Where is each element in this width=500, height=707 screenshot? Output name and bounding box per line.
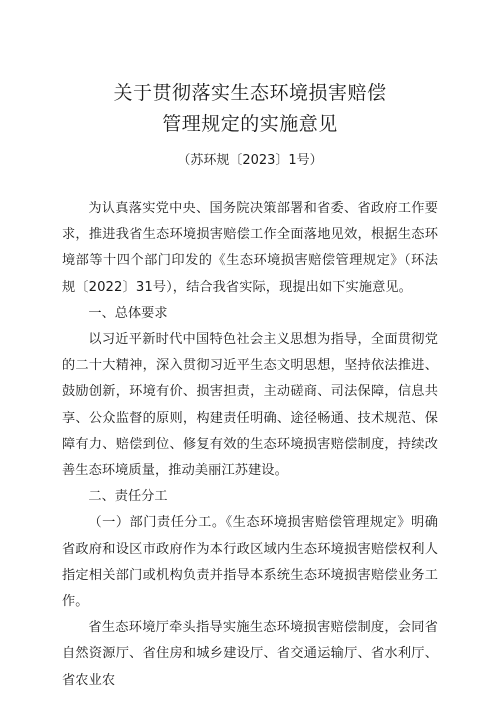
document-title bbox=[62, 78, 438, 140]
document-body bbox=[62, 196, 438, 694]
section-heading-general-requirements: 一、总体要求 bbox=[88, 305, 168, 321]
title-line-1: 关于贯彻落实生态环境损害赔偿 bbox=[113, 82, 387, 104]
document-number: （苏环规〔2023〕1号） bbox=[177, 153, 323, 168]
title-line-2: 管理规定的实施意见 bbox=[162, 113, 338, 135]
general-requirements-paragraph: 以习近平新时代中国特色社会主义思想为指导，全面贯彻党的二十大精神，深入贯彻习近平生态文明思想，坚持依法推进、鼓励创新，环境有价、损害担责，主动磋商、司法保障，信息共享、公众监督的原则，构建责任明确、途径畅通、技术规范、保障有力、赔偿到位、修复有效的生态环境损害赔偿制度，持续改善生态环境质量，推动美丽江苏建设。 bbox=[62, 332, 438, 479]
section-heading-responsibilities: 二、责任分工 bbox=[88, 489, 168, 505]
department-responsibility-paragraph: （一）部门责任分工。《生态环境损害赔偿管理规定》明确省政府和设区市政府作为本行政区域内生态环境损害赔偿权利人指定相关部门或机构负责并指导本系统生态环境损害赔偿业务工作。 bbox=[62, 515, 438, 610]
provincial-ecology-paragraph: 省生态环境厅牵头指导实施生态环境损害赔偿制度，会同省自然资源厅、省住房和城乡建设厅、省交通运输厅、省水利厅、省农业农 bbox=[62, 620, 438, 688]
intro-paragraph: 为认真落实党中央、国务院决策部署和省委、省政府工作要求，推进我省生态环境损害赔偿工作全面落地见效，根据生态环境部等十四个部门印发的《生态环境损害赔偿管理规定》（环法规〔2022〕31号），结合我省实际，现提出如下实施意见。 bbox=[62, 201, 438, 295]
